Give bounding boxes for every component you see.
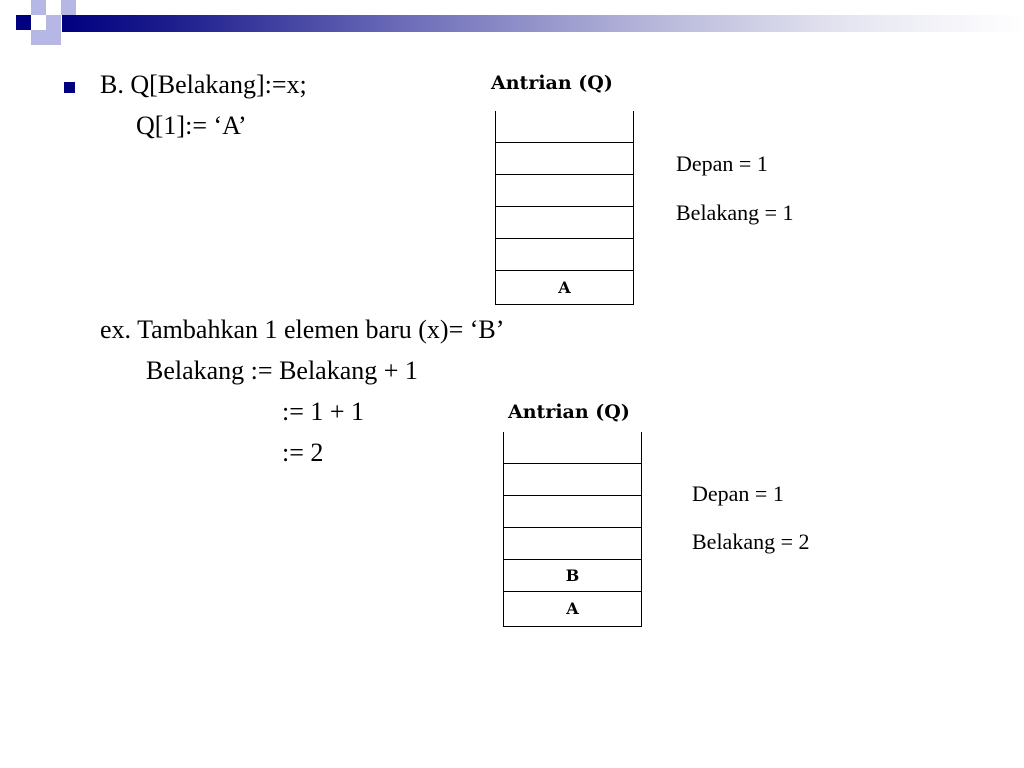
queue-diagram xyxy=(495,111,634,305)
example-line: ex. Tambahkan 1 elemen baru (x)= ‘B’ xyxy=(100,315,505,344)
queue-title: Antrian (Q) xyxy=(508,401,630,423)
assign-value-line: Q[1]:= ‘A’ xyxy=(136,111,247,140)
queue-cell xyxy=(504,432,641,464)
queue-cell xyxy=(496,207,633,239)
queue-cell: A xyxy=(566,598,579,618)
queue-cell xyxy=(496,175,633,207)
depan-label: Depan = 1 xyxy=(676,151,768,176)
square-bullet-icon xyxy=(64,82,75,93)
queue-cell: A xyxy=(558,277,571,297)
header-square xyxy=(31,30,46,45)
queue-title: Antrian (Q) xyxy=(491,72,613,94)
queue-diagram xyxy=(503,432,642,627)
queue-cell: B xyxy=(504,560,641,592)
header-gradient-band xyxy=(62,15,1024,32)
assign-line: B. Q[Belakang]:=x; xyxy=(100,70,307,99)
belakang-label: Belakang = 2 xyxy=(692,529,810,554)
step1-line: := 1 + 1 xyxy=(282,397,365,426)
queue-cell xyxy=(496,239,633,271)
header-square xyxy=(61,0,76,15)
header-square xyxy=(46,15,61,30)
queue-cell xyxy=(504,528,641,560)
header-square xyxy=(16,15,31,30)
depan-label: Depan = 1 xyxy=(692,481,784,506)
queue-cell xyxy=(496,111,633,143)
belakang-label: Belakang = 1 xyxy=(676,200,794,225)
step2-line: := 2 xyxy=(282,438,324,467)
queue-cell xyxy=(504,464,641,496)
increment-line: Belakang := Belakang + 1 xyxy=(146,356,418,385)
header-square xyxy=(46,30,61,45)
queue-cell xyxy=(496,143,633,175)
header-square xyxy=(31,0,46,15)
queue-cell xyxy=(504,496,641,528)
